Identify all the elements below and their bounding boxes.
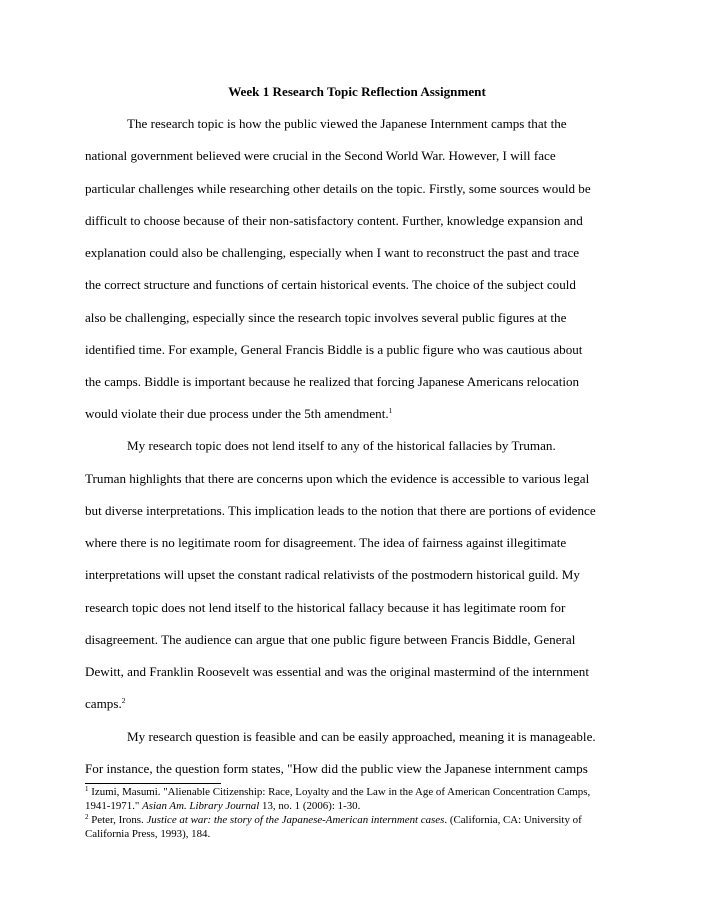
- footnote-separator: [85, 783, 221, 784]
- footnote-1-text: Izumi, Masumi. "Alienable Citizenship: Race, Loyalty and the Law in the Age of American Concentration Camps,: [91, 786, 591, 798]
- footnote-ref-2: 2: [121, 696, 126, 705]
- paragraph-2-line-9-text: camps.: [85, 696, 122, 711]
- footnote-2-book-title: Justice at war: the story of the Japanese-American internment cases: [146, 814, 445, 826]
- paragraph-1-line-2: national government believed were crucial in the Second World War. However, I will face: [85, 148, 556, 163]
- paragraph-2-line-2: Truman highlights that there are concerns upon which the evidence is accessible to various legal: [85, 471, 590, 486]
- paragraph-1-line-10: [85, 406, 392, 422]
- paragraph-3-line-2: For instance, the question form states, "How did the public view the Japanese internment camps: [85, 761, 588, 776]
- footnote-ref-1: 1: [388, 406, 393, 415]
- paragraph-3-line-1: My research question is feasible and can be easily approached, meaning it is manageable.: [127, 729, 596, 744]
- paragraph-1-line-7: also be challenging, especially since the research topic involves several public figures at the: [85, 310, 567, 325]
- paragraph-2-line-3: but diverse interpretations. This implication leads to the notion that there are portions of evidence: [85, 503, 596, 518]
- footnote-1-line-2-post: 13, no. 1 (2006): 1-30.: [259, 800, 361, 812]
- footnote-2-line-2: California Press, 1993), 184.: [85, 828, 211, 840]
- paragraph-1-line-10-text: would violate their due process under the 5th amendment.: [85, 406, 389, 421]
- footnote-1-line-1: [85, 785, 590, 799]
- footnote-2-line-1-post: . (California, CA: University of: [444, 814, 582, 826]
- paragraph-1-line-9: the camps. Biddle is important because he realized that forcing Japanese Americans relocation: [85, 374, 580, 389]
- paragraph-1-line-6: the correct structure and functions of certain historical events. The choice of the subject could: [85, 277, 576, 292]
- footnote-2-line-1: [85, 813, 582, 827]
- paragraph-2-line-6: research topic does not lend itself to the historical fallacy because it has legitimate room for: [85, 600, 566, 615]
- paragraph-2-line-1: My research topic does not lend itself to any of the historical fallacies by Truman.: [127, 438, 556, 453]
- footnote-1-journal: Asian Am. Library Journal: [142, 800, 260, 812]
- paragraph-1-line-8: identified time. For example, General Francis Biddle is a public figure who was cautious about: [85, 342, 583, 357]
- footnote-1-line-2-pre: 1941-1971.": [85, 800, 143, 812]
- footnote-2-line-1-pre: Peter, Irons.: [91, 814, 147, 826]
- paragraph-2-line-9: [85, 696, 125, 712]
- paragraph-2-line-8: Dewitt, and Franklin Roosevelt was essential and was the original mastermind of the internment: [85, 664, 589, 679]
- paragraph-1-line-4: difficult to choose because of their non-satisfactory content. Further, knowledge expansion and: [85, 213, 583, 228]
- paragraph-1-line-5: explanation could also be challenging, especially when I want to reconstruct the past and trace: [85, 245, 580, 260]
- paragraph-1-line-3: particular challenges while researching other details on the topic. Firstly, some sources would be: [85, 181, 591, 196]
- footnote-1-line-2: [85, 799, 360, 813]
- document-title: Week 1 Research Topic Reflection Assignment: [228, 84, 486, 99]
- footnote-1-number: 1: [85, 785, 89, 793]
- footnote-2-number: 2: [85, 813, 89, 821]
- paragraph-2-line-7: disagreement. The audience can argue that one public figure between Francis Biddle, General: [85, 632, 576, 647]
- paragraph-2-line-4: where there is no legitimate room for disagreement. The idea of fairness against illegitimate: [85, 535, 567, 550]
- paragraph-2-line-5: interpretations will upset the constant radical relativists of the postmodern historical guild. My: [85, 567, 580, 582]
- paragraph-1-line-1: The research topic is how the public viewed the Japanese Internment camps that the: [127, 116, 567, 131]
